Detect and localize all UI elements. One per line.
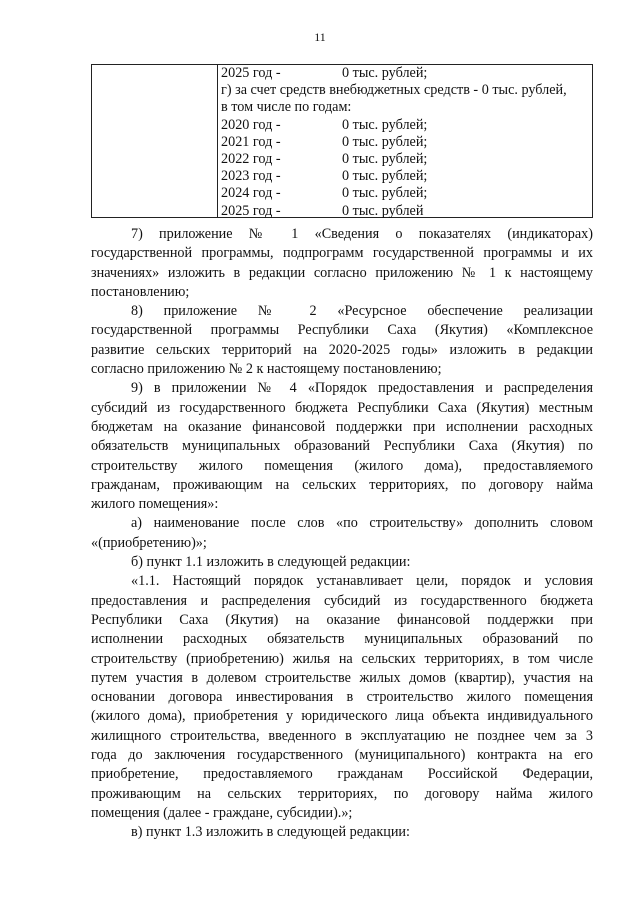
- table-row: [221, 203, 591, 220]
- paragraph: [91, 572, 593, 823]
- table-row-value: 0 тыс. рублей;: [342, 116, 428, 133]
- table-row-label: 2024 год -: [221, 185, 281, 202]
- paragraph-line: субсидий из государственного бюджета Республики Саха (Якутия) местным: [91, 399, 593, 416]
- paragraph-line: (жилого дома), приобретения у юридического лица объекта индивидуального: [91, 708, 593, 725]
- table-row-value: 0 тыс. рублей;: [342, 185, 428, 202]
- document-body: [91, 225, 593, 843]
- paragraph-line: строительству жилого помещения (жилого дома), предоставляемого: [91, 457, 593, 474]
- paragraph-line: жилищного строительства, введенного в эксплуатацию не позднее чем за 3: [91, 727, 593, 744]
- table-row-label: 2020 год -: [221, 116, 281, 133]
- table-row: [221, 65, 591, 82]
- paragraph-line: развитие сельских территорий на 2020-2025 годы» изложить в редакции: [91, 341, 593, 358]
- table-row: [221, 99, 591, 116]
- table-row: [221, 151, 591, 168]
- paragraph-line: государственной программы Республики Саха (Якутия) «Комплексное: [91, 322, 593, 339]
- paragraph: [91, 823, 593, 842]
- paragraph-line: «(приобретению)»;: [91, 534, 207, 551]
- paragraph: [91, 553, 593, 572]
- table-row: [221, 168, 591, 185]
- paragraph-line: постановлению;: [91, 283, 190, 300]
- paragraph-line: 8) приложение № 2 «Ресурсное обеспечение реализации: [131, 303, 593, 320]
- table-row-value: 0 тыс. рублей;: [342, 133, 428, 150]
- funding-table: [91, 64, 593, 218]
- paragraph-line: согласно приложению № 2 к настоящему постановлению;: [91, 361, 442, 378]
- paragraph-line: гражданам, проживающим на сельских территориях, по договору найма: [91, 476, 593, 493]
- paragraph-line: «1.1. Настоящий порядок устанавливает цели, порядок и условия: [131, 573, 593, 590]
- paragraph-line: проживающим на сельских территориях, по договору найма жилого: [91, 785, 593, 802]
- paragraph-line: в) пункт 1.3 изложить в следующей редакции:: [131, 824, 410, 841]
- paragraph-line: а) наименование после слов «по строительству» дополнить словом: [131, 515, 593, 532]
- paragraph: [91, 225, 593, 302]
- paragraph-line: Республики Саха (Якутия) на оказание финансовой поддержки при: [91, 611, 593, 628]
- table-row-value: 0 тыс. рублей;: [342, 150, 428, 167]
- table-row: [221, 117, 591, 134]
- table-row: [221, 185, 591, 202]
- paragraph-line: бюджетам на оказание финансовой поддержки при исполнении расходных: [91, 418, 593, 435]
- paragraph: [91, 302, 593, 379]
- table-row-value: 0 тыс. рублей: [342, 202, 424, 219]
- table-row: [221, 82, 591, 99]
- table-row-label: 2023 год -: [221, 168, 281, 185]
- table-row: [221, 134, 591, 151]
- paragraph-line: 9) в приложении № 4 «Порядок предоставления и распределения: [131, 380, 593, 397]
- table-row-label: 2025 год -: [221, 202, 281, 219]
- table-row-label: г) за счет средств внебюджетных средств - 0 тыс. рублей,: [221, 82, 567, 99]
- paragraph-line: 7) приложение № 1 «Сведения о показателях (индикаторах): [131, 226, 593, 242]
- table-row-label: 2025 год -: [221, 65, 281, 81]
- paragraph-line: предоставления и распределения субсидий из государственного бюджета: [91, 592, 593, 609]
- paragraph-line: исполнении расходных обязательств муниципальных образований по: [91, 631, 593, 648]
- paragraph-line: года до заключения государственного (муниципального) контракта на его: [91, 747, 593, 764]
- paragraph-line: б) пункт 1.1 изложить в следующей редакции:: [131, 554, 411, 571]
- paragraph-line: приобретение, предоставляемого гражданам Российской Федерации,: [91, 766, 593, 783]
- paragraph: [91, 514, 593, 553]
- paragraph-line: жилого помещения»:: [91, 496, 219, 513]
- table-column-divider: [217, 65, 218, 217]
- table-row-value: 0 тыс. рублей;: [342, 65, 428, 81]
- paragraph: [91, 379, 593, 514]
- paragraph-line: основании договора инвестирования в строительство жилого помещения: [91, 689, 593, 706]
- table-row-label: 2022 год -: [221, 150, 281, 167]
- paragraph-line: строительству (приобретению) жилья на сельских территориях, в том числе: [91, 650, 593, 667]
- paragraph-line: государственной программы, подпрограмм государственной программы и их: [91, 245, 593, 262]
- table-row-value: 0 тыс. рублей;: [342, 168, 428, 185]
- paragraph-line: путем участия в долевом строительстве жилых домов (квартир), участия на: [91, 669, 593, 686]
- paragraph-line: помещения (далее - граждане, субсидии).»;: [91, 804, 353, 821]
- table-row-label: 2021 год -: [221, 133, 281, 150]
- paragraph-line: значениях» изложить в редакции согласно приложению № 1 к настоящему: [91, 264, 593, 281]
- table-row-label: в том числе по годам:: [221, 99, 352, 116]
- table-cell-funding: [221, 65, 591, 220]
- paragraph-line: обязательств муниципальных образований Республики Саха (Якутия) по: [91, 438, 593, 455]
- page-number: 11: [314, 30, 326, 44]
